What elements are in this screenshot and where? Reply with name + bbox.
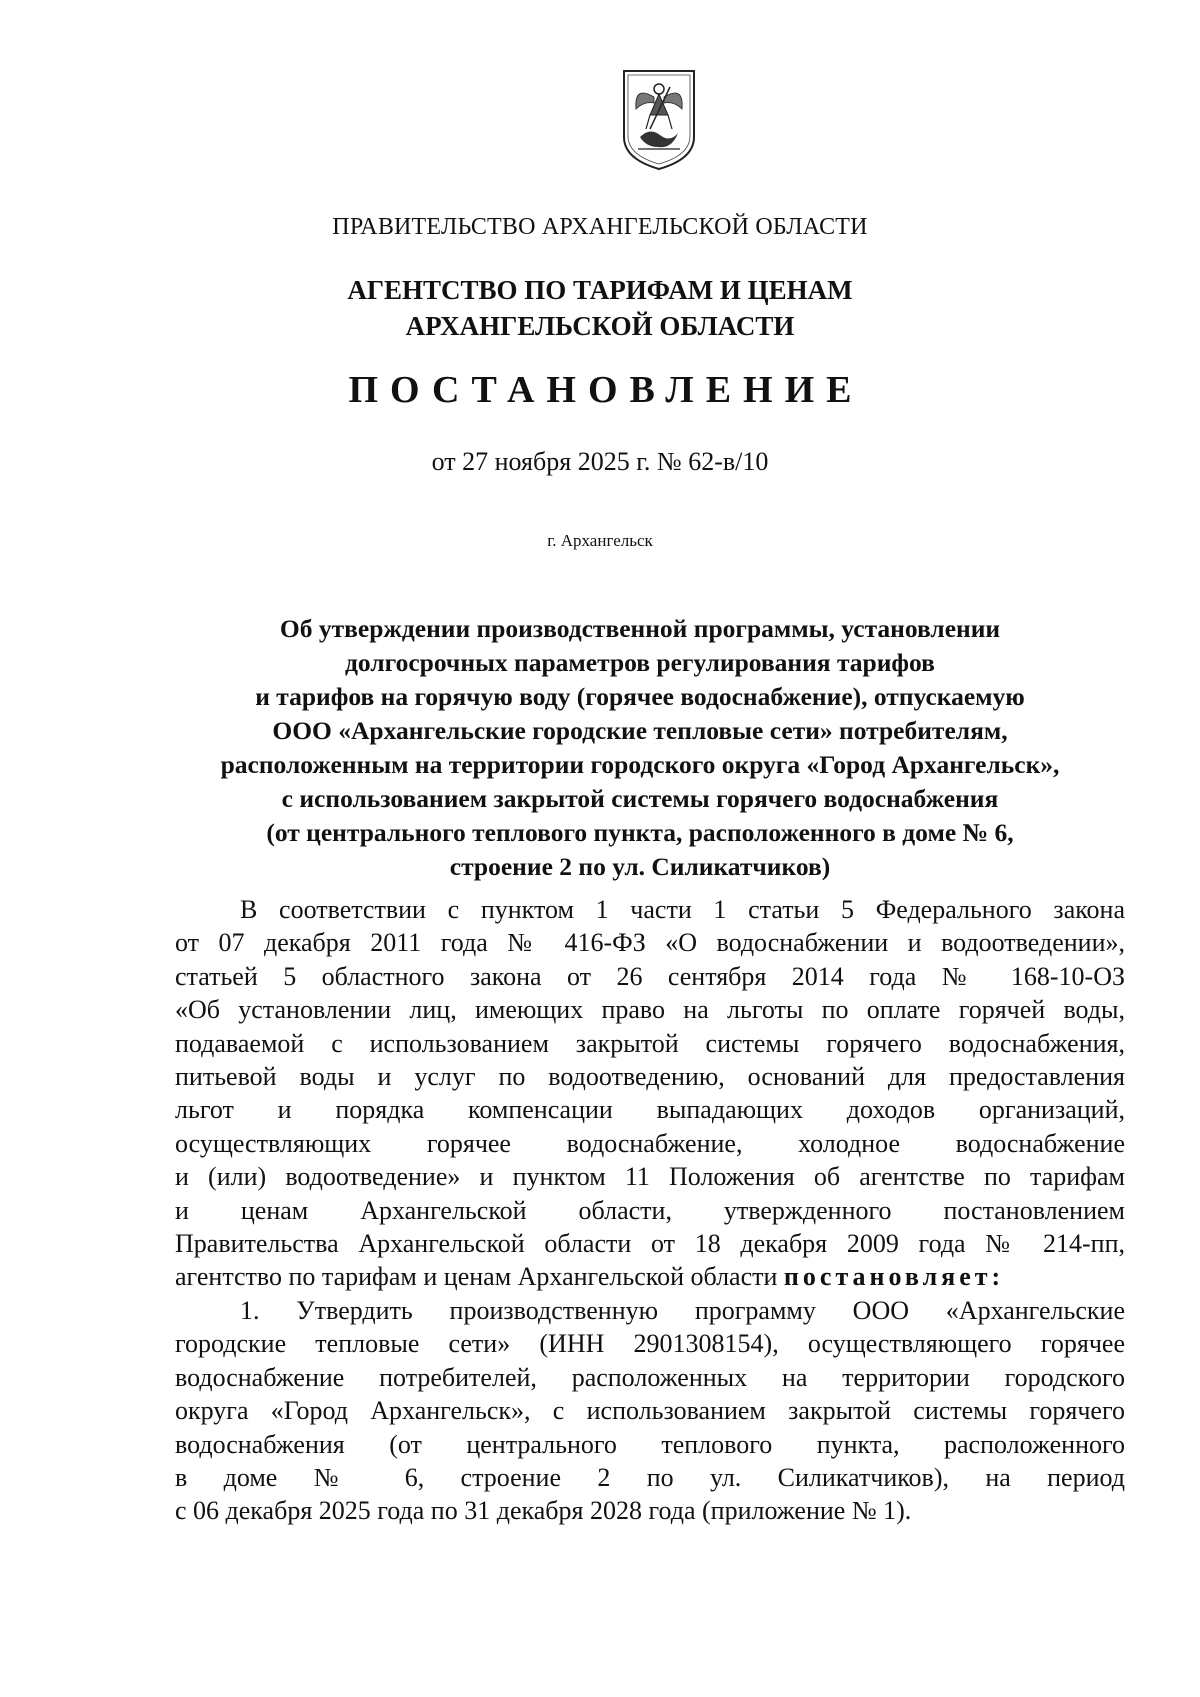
subject-line: (от центрального теплового пункта, расположенного в доме № 6, — [266, 818, 1014, 847]
item-1-line: городские тепловые сети» (ИНН 2901308154), осуществляющего горячее — [175, 1329, 1125, 1359]
document-title: ПОСТАНОВЛЕНИЕ — [348, 369, 864, 411]
agency-name-line: АГЕНТСТВО ПО ТАРИФАМ И ЦЕНАМ — [347, 275, 853, 305]
preamble-line: льгот и порядка компенсации выпадающих доходов организаций, — [175, 1095, 1125, 1125]
subject-line: расположенным на территории городского округа «Город Архангельск», — [220, 750, 1060, 779]
subject-line: строение 2 по ул. Силикатчиков) — [449, 852, 831, 881]
document-city: г. Архангельск — [547, 531, 653, 550]
subject-line: и тарифов на горячую воду (горячее водоснабжение), отпускаемую — [255, 682, 1025, 711]
preamble-line: В соответствии с пунктом 1 части 1 статьи 5 Федерального закона — [240, 895, 1125, 924]
preamble-closing-text: агентство по тарифам и ценам Архангельской области — [175, 1262, 778, 1292]
item-1-line: округа «Город Архангельск», с использованием закрытой системы горячего — [175, 1396, 1125, 1426]
item-1-line: с 06 декабря 2025 года по 31 декабря 2028 года (приложение № 1). — [175, 1496, 912, 1526]
preamble-line: подаваемой с использованием закрытой системы горячего водоснабжения, — [175, 1028, 1125, 1058]
item-1-line: в доме № 6, строение 2 по ул. Силикатчиков), на период — [175, 1462, 1125, 1492]
coat-of-arms-icon — [620, 67, 698, 171]
preamble-line: осуществляющих горячее водоснабжение, холодное водоснабжение — [175, 1128, 1125, 1158]
document-date-number: от 27 ноября 2025 г. № 62-в/10 — [431, 447, 769, 476]
subject-line: долгосрочных параметров регулирования тарифов — [345, 648, 935, 677]
preamble-line: и ценам Архангельской области, утвержденного постановлением — [175, 1195, 1125, 1225]
document-body — [175, 893, 1125, 1528]
subject-line: Об утверждении производственной программы, установлении — [279, 614, 1001, 643]
preamble-line: от 07 декабря 2011 года № 416-ФЗ «О водоснабжении и водоотведении», — [175, 928, 1125, 958]
subject-line: ООО «Архангельские городские тепловые сети» потребителям, — [272, 716, 1008, 745]
preamble-line: «Об установлении лиц, имеющих право на льготы по оплате горячей воды, — [175, 995, 1125, 1025]
subject-line: с использованием закрытой системы горячего водоснабжения — [281, 784, 999, 813]
preamble-line: статьей 5 областного закона от 26 сентября 2014 года № 168-10-ОЗ — [175, 961, 1125, 991]
preamble-line: питьевой воды и услуг по водоотведению, оснований для предоставления — [175, 1062, 1125, 1092]
agency-name — [0, 272, 1200, 344]
item-1-line: водоснабжения (от центрального теплового пункта, расположенного — [175, 1429, 1125, 1459]
preamble-line: Правительства Архангельской области от 18 декабря 2009 года № 214-пп, — [175, 1229, 1125, 1259]
item-1-line: водоснабжение потребителей, расположенных на территории городского — [175, 1362, 1125, 1392]
government-name: ПРАВИТЕЛЬСТВО АРХАНГЕЛЬСКОЙ ОБЛАСТИ — [332, 214, 868, 240]
preamble-line: и (или) водоотведение» и пунктом 11 Положения об агентстве по тарифам — [175, 1162, 1125, 1192]
preamble-closing-line — [175, 1260, 1125, 1293]
agency-name-line: АРХАНГЕЛЬСКОЙ ОБЛАСТИ — [405, 311, 795, 341]
decree-word: постановляет: — [783, 1262, 1005, 1292]
document-subject — [160, 612, 1120, 884]
item-1-line: 1. Утвердить производственную программу ООО «Архангельские — [240, 1295, 1125, 1325]
